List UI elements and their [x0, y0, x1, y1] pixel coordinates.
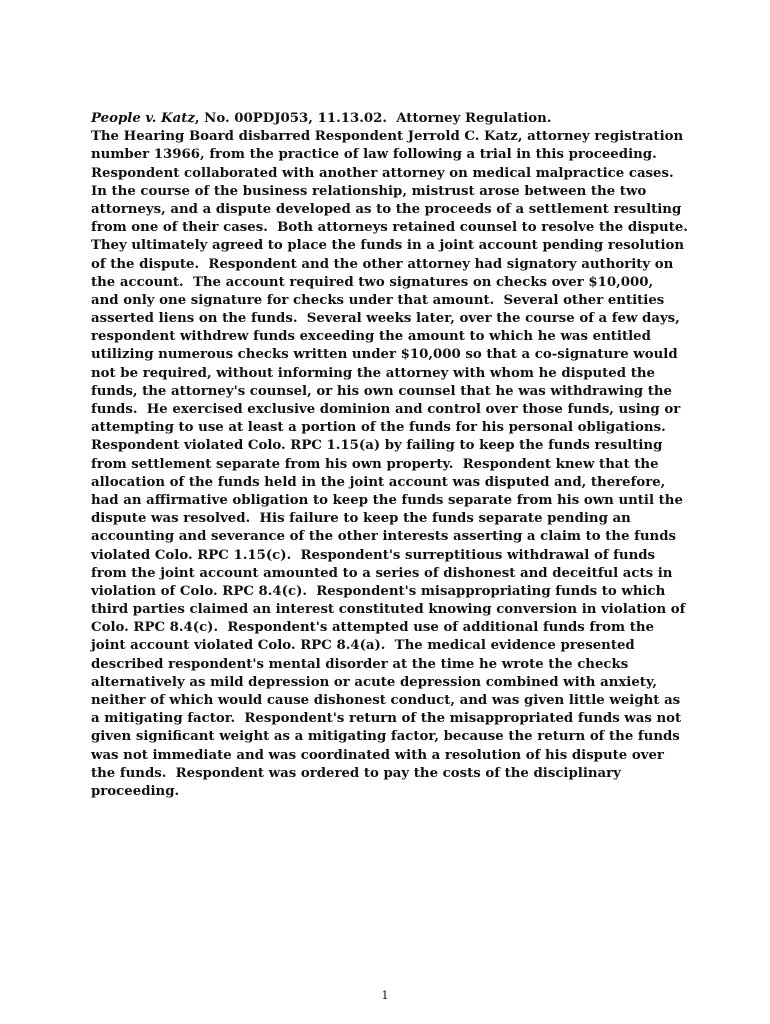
body-line: from the joint account amounted to a series of dishonest and deceitful acts in — [91, 565, 673, 581]
body-line: the account. The account required two signatures on checks over $10,000, — [91, 274, 654, 290]
case-heading-details: , No. 00PDJ053, 11.13.02. Attorney Regulation. — [194, 111, 552, 126]
body-text — [91, 128, 688, 801]
document-body — [91, 110, 688, 801]
body-line: asserted liens on the funds. Several weeks later, over the course of a few days, — [91, 311, 680, 327]
body-line: utilizing numerous checks written under $10,000 so that a co-signature would — [91, 347, 678, 363]
case-heading — [91, 110, 688, 128]
body-line: alternatively as mild depression or acute depression combined with anxiety, — [91, 674, 658, 690]
body-line: In the course of the business relationship, mistrust arose between the two — [91, 183, 647, 199]
body-line: and only one signature for checks under that amount. Several other entities — [91, 292, 665, 308]
body-line: joint account violated Colo. RPC 8.4(a). The medical evidence presented — [91, 638, 635, 654]
body-line: Colo. RPC 8.4(c). Respondent's attempted use of additional funds from the — [91, 620, 654, 636]
body-line: a mitigating factor. Respondent's return of the misappropriated funds was not — [91, 711, 682, 727]
body-line: dispute was resolved. His failure to keep the funds separate pending an — [91, 511, 631, 527]
body-line: Respondent violated Colo. RPC 1.15(a) by failing to keep the funds resulting — [91, 438, 663, 454]
body-line: third parties claimed an interest constituted knowing conversion in violation of — [91, 602, 686, 618]
body-line: proceeding. — [91, 783, 180, 799]
body-line: neither of which would cause dishonest conduct, and was given little weight as — [91, 693, 681, 708]
body-line: funds. He exercised exclusive dominion and control over those funds, using or — [91, 402, 681, 417]
body-line: attempting to use at least a portion of the funds for his personal obligations. — [91, 420, 666, 436]
body-line: allocation of the funds held in the joint account was disputed and, therefore, — [91, 474, 666, 490]
body-line: from settlement separate from his own property. Respondent knew that the — [91, 456, 659, 472]
body-line: attorneys, and a dispute developed as to the proceeds of a settlement resulting — [91, 201, 682, 217]
case-name: People v. Katz — [91, 111, 195, 126]
body-line: described respondent's mental disorder at the time he wrote the checks — [91, 656, 629, 672]
page-number: 1 — [381, 989, 389, 1002]
body-line: The Hearing Board disbarred Respondent Jerrold C. Katz, attorney registration — [91, 129, 684, 145]
body-line: from one of their cases. Both attorneys retained counsel to resolve the dispute. — [91, 220, 688, 236]
body-line: They ultimately agreed to place the funds in a joint account pending resolution — [91, 238, 685, 254]
body-line: had an affirmative obligation to keep the funds separate from his own until the — [91, 492, 683, 508]
body-line: number 13966, from the practice of law following a trial in this proceeding. — [91, 147, 657, 163]
body-line: Respondent collaborated with another attorney on medical malpractice cases. — [91, 165, 674, 181]
body-line: the funds. Respondent was ordered to pay the costs of the disciplinary — [91, 765, 621, 781]
body-line: not be required, without informing the attorney with whom he disputed the — [91, 365, 655, 381]
body-line: accounting and severance of the other interests asserting a claim to the funds — [91, 529, 677, 545]
body-line: was not immediate and was coordinated with a resolution of his dispute over — [91, 747, 664, 763]
body-line: violated Colo. RPC 1.15(c). Respondent's surreptitious withdrawal of funds — [91, 547, 656, 563]
body-line: of the dispute. Respondent and the other attorney had signatory authority on — [91, 256, 674, 272]
body-line: violation of Colo. RPC 8.4(c). Respondent's misappropriating funds to which — [91, 583, 666, 599]
body-line: respondent withdrew funds exceeding the amount to which he was entitled — [91, 329, 651, 345]
body-line: funds, the attorney's counsel, or his own counsel that he was withdrawing the — [91, 383, 672, 399]
body-line: given significant weight as a mitigating factor, because the return of the funds — [91, 729, 680, 745]
